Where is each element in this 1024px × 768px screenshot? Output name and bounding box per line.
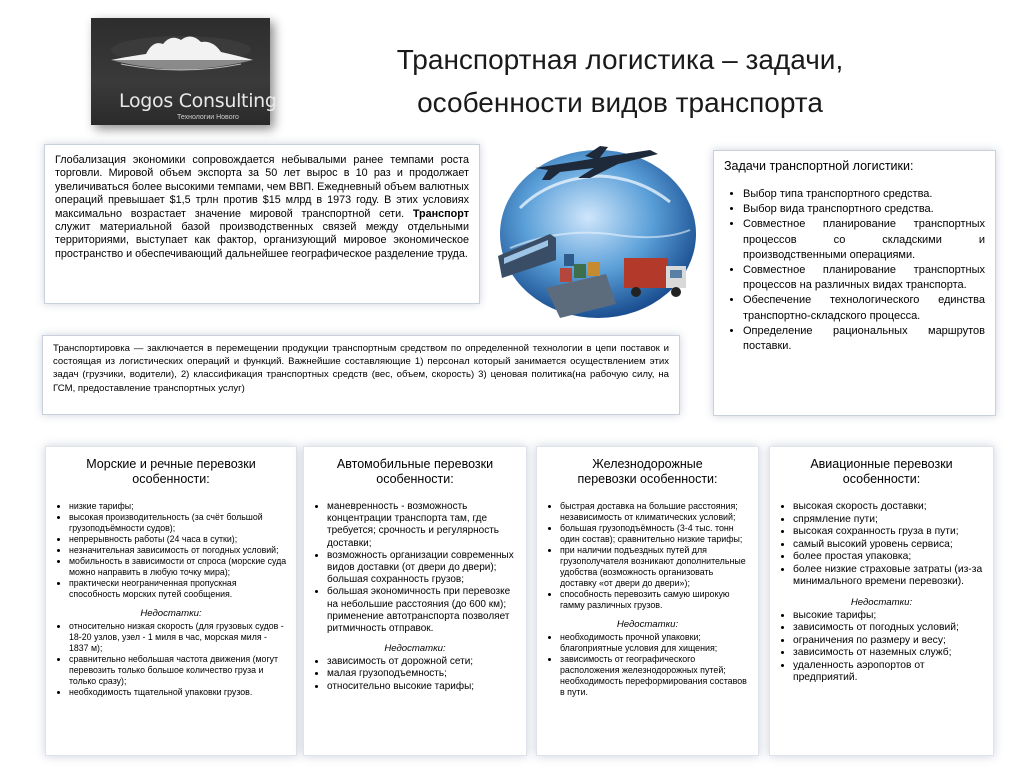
list-item: • относительно высокие тарифы; [327,681,518,693]
disadvantages-heading: Недостатки: [850,596,913,608]
card-heading-line: особенности: [842,472,921,486]
transportation-definition-box [42,335,680,415]
road-transport-card [303,446,527,756]
globalization-text-box [44,144,480,304]
disadvantages-list [778,610,985,685]
rail-transport-card [536,446,759,756]
intro-text-2: служит материальной базой производственных связей между отдельными территориями, выступает как фактор, организующий мировое экономическое пространство и обеспечивающий дальнейшее географическое разделение труда. [55,221,469,260]
list-item: • большая экономичность при перевозке на небольшие расстояния (до 600 км); применение автотранспорта позволяет ритмичность отправок. [327,586,518,635]
list-item: • высокая скорость доставки; [793,501,985,514]
task-item: • Выбор вида транспортного средства. [743,202,985,217]
list-item: • мобильность в зависимости от спроса (морские суда можно направить в любую точку мира); [69,556,288,578]
title-line-2: особенности видов транспорта [417,87,823,118]
intro-text-1: Глобализация экономики сопровождается небывалыми ранее темпами роста торговли. Мировой объем экспорта за 50 лет вырос в 10 раз и продолжает увеличиваться более высокими темпами, чем ВВП. Ежедневный объем валютных операций превышает $1,5 трлн против $15 млрд в 1973 году. В этих условиях максимально возрастает значение мировой транспортной сети. [55,154,469,220]
task-item: • Совместное планирование транспортных процессов со складскими и производственными операциями. [743,217,985,263]
list-item: • большая грузоподъёмность (3-4 тыс. тонн один состав); сравнительно низкие тарифы; [560,523,750,545]
card-heading [312,457,518,487]
disadvantages-list [54,621,288,698]
list-item: • быстрая доставка на большие расстояния; независимость от климатических условий; [560,501,750,523]
list-item: • незначительная зависимость от погодных условий; [69,545,288,556]
list-item: • удаленность аэропортов от предприятий. [793,660,985,685]
task-item: • Совместное планирование транспортных процессов на различных видах транспорта. [743,263,985,293]
list-item: • малая грузоподъемность; [327,668,518,680]
card-heading-line: особенности: [132,472,210,486]
card-heading [778,457,985,487]
advantages-list [545,501,750,611]
sea-river-transport-card [45,446,297,756]
list-item: • высокие тарифы; [793,610,985,623]
logo-name: Logos Consulting [119,90,277,112]
list-item: • более простая упаковка; [793,551,985,564]
tasks-list [724,187,985,354]
list-item: • ограничения по размеру и весу; [793,635,985,648]
card-heading [54,457,288,487]
logo-tagline: Технологии Нового [177,114,239,121]
air-transport-card [769,446,994,756]
advantages-list [312,501,518,635]
list-item: • способность перевозить самую широкую гамму различных грузов. [560,589,750,611]
list-item: • необходимость прочной упаковки; благоприятные условия для хищения; [560,632,750,654]
list-item: • относительно низкая скорость (для грузовых судов - 18-20 узлов, узел - 1 миля в час, морская миля - 1837 м); [69,621,288,654]
list-item: • высокая производительность (за счёт большой грузоподъёмности судов); [69,512,288,534]
disadvantages-heading: Недостатки: [616,619,679,630]
disadvantages-heading: Недостатки: [384,643,446,655]
list-item: • зависимость от дорожной сети; [327,656,518,668]
logistics-tasks-box [713,150,996,416]
card-heading-line: Автомобильные перевозки [336,457,494,471]
list-item: • высокая сохранность груза в пути; [793,526,985,539]
card-heading [545,457,750,487]
card-heading-line: особенности: [376,472,454,486]
disadvantages-list [545,632,750,698]
list-item: • сравнительно небольшая частота движения (могут перевозить только большое количество груза и только сразу); [69,654,288,687]
list-item: • зависимость от географического расположения железнодорожных путей; необходимость переформирования составов в пути. [560,654,750,698]
advantages-list [778,501,985,589]
intro-bold-word: Транспорт [412,207,469,220]
list-item: • необходимость тщательной упаковки грузов. [69,687,288,698]
list-item: • спрямление пути; [793,514,985,527]
list-item: • возможность организации современных видов доставки (от двери до двери); большая сохранность грузов; [327,550,518,587]
list-item: • при наличии подъездных путей для грузополучателя возникают дополнительные удобства (возможность организовать доставку «от двери до двери»); [560,545,750,589]
list-item: • зависимость от погодных условий; [793,622,985,635]
list-item: • маневренность - возможность концентрации транспорта там, где требуется; срочность и регулярность доставки; [327,501,518,550]
disadvantages-heading: Недостатки: [140,608,202,619]
advantages-list [54,501,288,600]
list-item: • самый высокий уровень сервиса; [793,539,985,552]
disadvantages-list [312,656,518,693]
list-item: • непрерывность работы (24 часа в сутки); [69,534,288,545]
task-item: • Определение рациональных маршрутов поставки. [743,324,985,354]
card-heading-line: Морские и речные перевозки [86,457,256,471]
list-item: • низкие тарифы; [69,501,288,512]
card-heading-line: Железнодорожные [592,457,703,471]
list-item: • более низкие страховые затраты (из-за минимального времени перевозки). [793,564,985,589]
card-heading-line: Авиационные перевозки [810,457,953,471]
card-heading-line: перевозки особенности: [577,472,718,486]
tasks-heading: Задачи транспортной логистики: [724,159,914,173]
transportation-text: Транспортировка — заключается в перемещении продукции транспортным средством по определенной технологии в цепи поставок и состоящая из логистических операций и функций. Важнейшие составляющие 1) персонал который занимается осуществлением этих задач (грузчики, водители), 2) классификация транспортных средств (вес, объем, скорость) 3) ценовая политика(на рабочую силу, на ГСМ, предоставление транспортных услуг) [53,343,669,394]
list-item: • зависимость от наземных служб; [793,647,985,660]
list-item: • практически неограниченная пропускная способность морских путей сообщения. [69,578,288,600]
task-item: • Обеспечение технологического единства транспортно-складского процесса. [743,293,985,323]
task-item: • Выбор типа транспортного средства. [743,187,985,202]
transport-globe-illustration [490,138,702,320]
title-line-1: Транспортная логистика – задачи, [396,44,844,75]
page-title [340,38,900,124]
company-logo [91,18,277,125]
